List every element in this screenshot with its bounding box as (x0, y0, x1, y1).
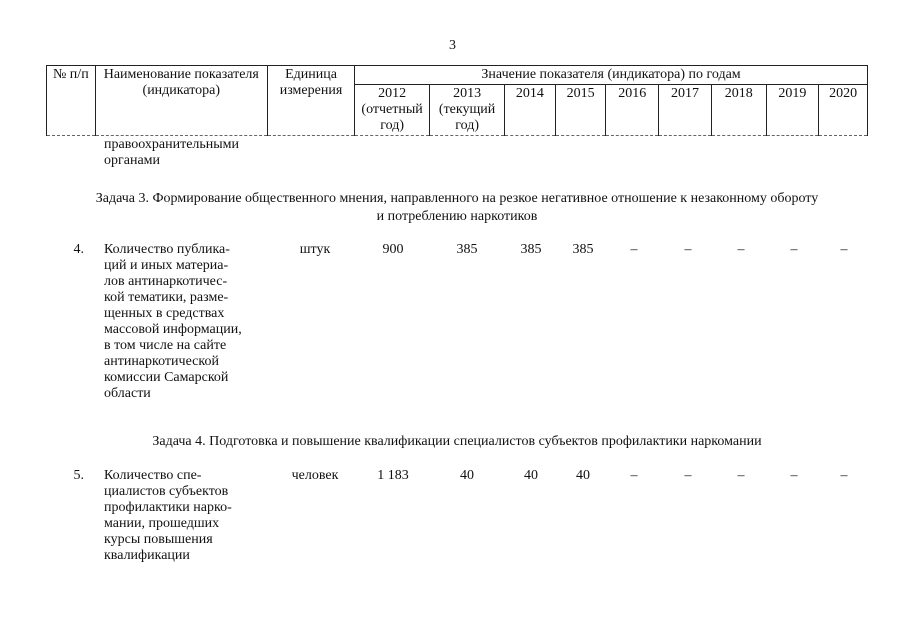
task3-line1: Задача 3. Формирование общественного мнения, направленного на резкое негативное отношение к незаконному обороту (95, 191, 819, 206)
row4-unit: штук (299, 242, 331, 257)
header-year-2014: 2014 (505, 85, 556, 136)
header-year-2019: 2019 (766, 85, 819, 136)
row4-value-2017: – (684, 242, 692, 257)
row5-name (104, 468, 260, 564)
row5-value-2018: – (737, 468, 745, 483)
row4-name-line: ций и иных материа- (104, 258, 229, 273)
row4-value-2019: – (790, 242, 798, 257)
header-year-2012: 2012 (отчетный год) (355, 85, 430, 136)
row5-name-line: циалистов субъектов (104, 484, 229, 499)
row4-value-2018: – (737, 242, 745, 257)
row4-name-line: лов антинаркотичес- (104, 274, 228, 289)
row4-name-line: Количество публика- (104, 242, 230, 257)
row4-name-line: щенных в средствах (104, 306, 225, 321)
task3-line2: и потреблению наркотиков (376, 209, 538, 224)
row5-value-2013: 40 (460, 468, 474, 483)
task3-heading (46, 190, 868, 226)
row5-name-line: курсы повышения (104, 532, 213, 547)
row5-name-line: Количество спе- (104, 468, 202, 483)
row5-value-2017: – (684, 468, 692, 483)
row5-unit: человек (291, 468, 339, 483)
row4-name-line: антинаркотической (104, 354, 219, 369)
row4-value-2020: – (840, 242, 848, 257)
continued-name-text: правоохранительными органами (104, 137, 240, 168)
row4-name-line: области (104, 386, 151, 401)
row4-name-line: массовой информации, (104, 322, 242, 337)
header-unit: Единица измерения (267, 66, 354, 136)
header-values-title: Значение показателя (индикатора) по годам (355, 66, 868, 85)
row5-name-line: квалификации (104, 548, 190, 563)
indicator-table-header (46, 65, 868, 136)
task4-heading: Задача 4. Подготовка и повышение квалификации специалистов субъектов профилактики наркомании (152, 434, 762, 449)
row5-value-2014: 40 (524, 468, 538, 483)
row5-value-2020: – (840, 468, 848, 483)
row5-name-line: мании, прошедших (104, 516, 220, 531)
row4-name (104, 242, 260, 402)
row4-value-2013: 385 (456, 242, 478, 257)
header-year-2018: 2018 (711, 85, 766, 136)
header-year-2016: 2016 (606, 85, 659, 136)
row4-value-2012: 900 (382, 242, 404, 257)
row5-value-2016: – (630, 468, 638, 483)
header-year-2020: 2020 (819, 85, 868, 136)
row4-value-2014: 385 (520, 242, 542, 257)
page-number: 3 (449, 38, 456, 53)
row4-name-line: в том числе на сайте (104, 338, 227, 353)
row5-name-line: профилактики нарко- (104, 500, 232, 515)
header-year-2017: 2017 (659, 85, 712, 136)
header-name: Наименование показателя (индикатора) (95, 66, 267, 136)
row4-value-2015: 385 (572, 242, 594, 257)
header-num: № п/п (47, 66, 96, 136)
row5-value-2012: 1 183 (377, 468, 409, 483)
row4-name-line: кой тематики, разме- (104, 290, 229, 305)
row4-num: 4. (73, 242, 84, 257)
row5-num: 5. (73, 468, 84, 483)
header-year-2013: 2013 (текущий год) (430, 85, 505, 136)
row4-name-line: комиссии Самарской (104, 370, 229, 385)
header-year-2015: 2015 (555, 85, 606, 136)
row5-value-2019: – (790, 468, 798, 483)
row4-value-2016: – (630, 242, 638, 257)
row5-value-2015: 40 (576, 468, 590, 483)
